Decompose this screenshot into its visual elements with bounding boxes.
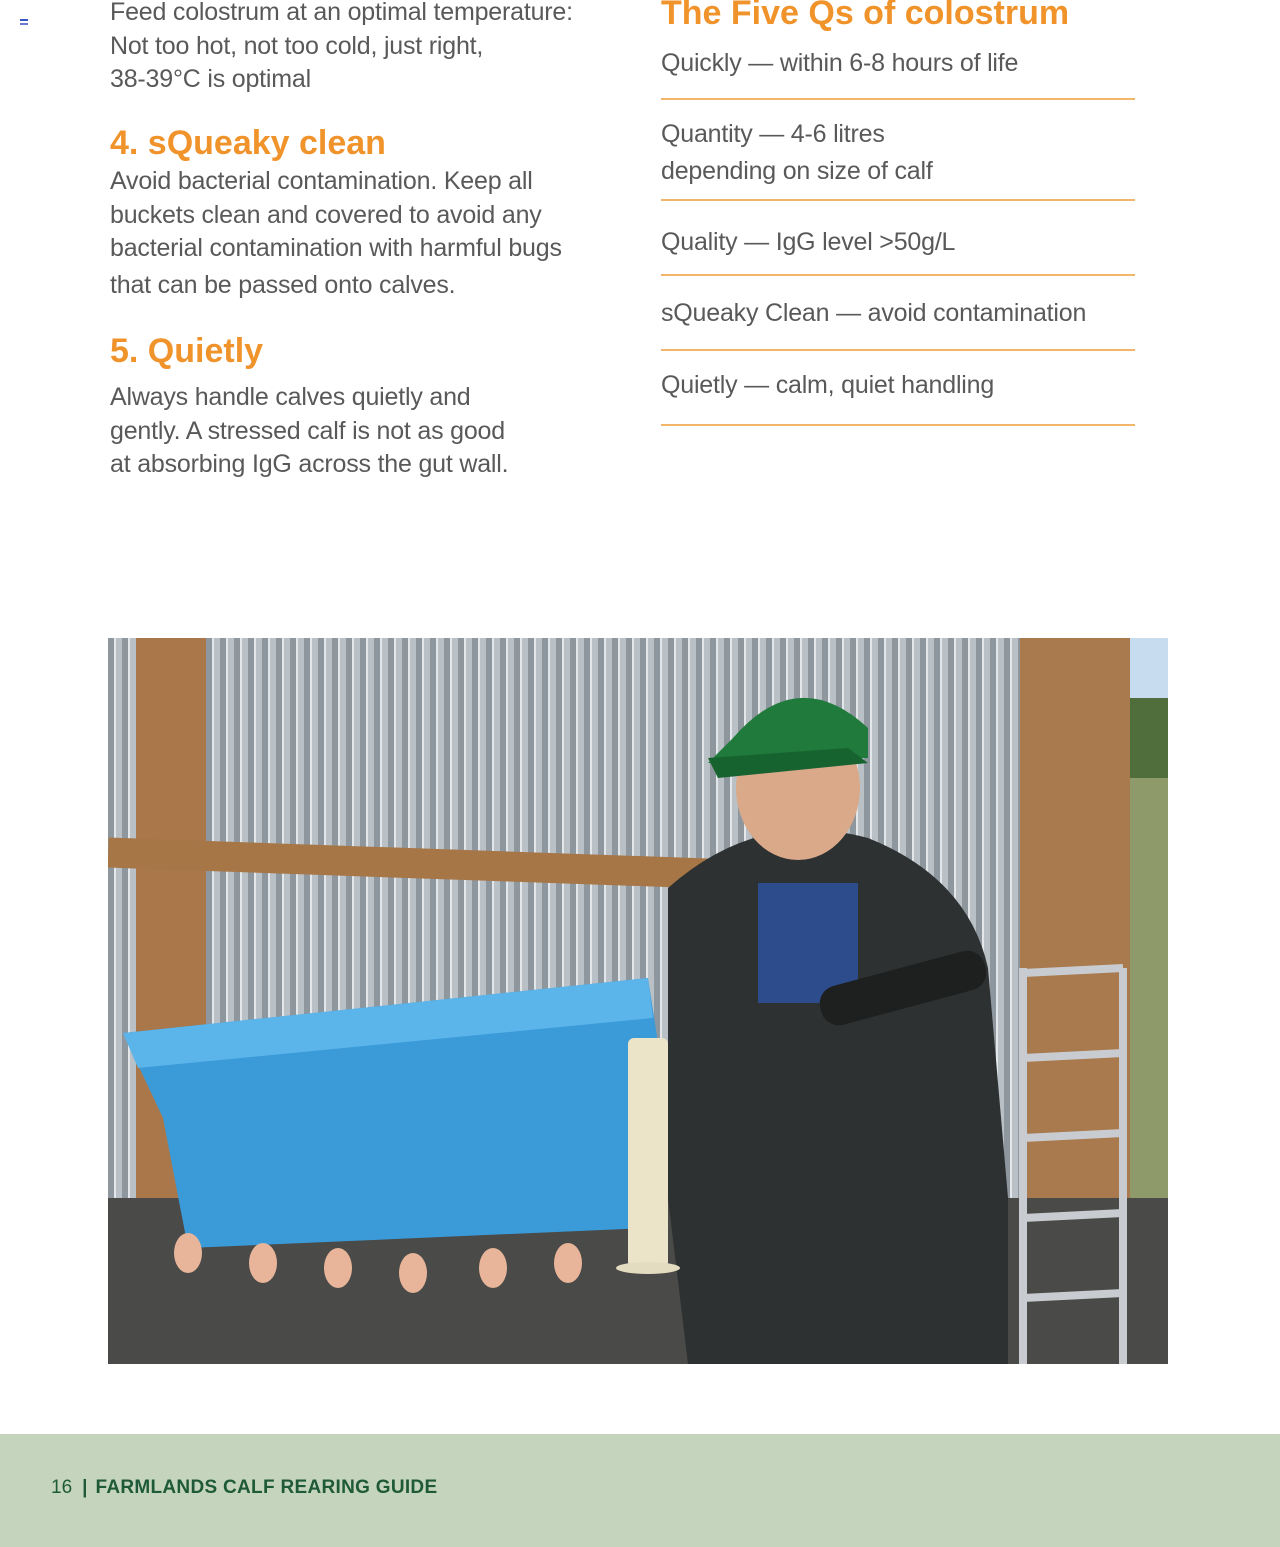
section-5-paragraph (110, 381, 508, 482)
five-qs-item-text: Quickly — within 6-8 hours of life (661, 49, 1019, 77)
section-5-heading: 5. Quietly (110, 332, 264, 370)
five-qs-item-text: depending on size of calf (661, 157, 933, 185)
five-qs-item-text: Quietly — calm, quiet handling (661, 371, 995, 399)
section-4-line: buckets clean and covered to avoid any (110, 200, 542, 229)
photo-farmer-with-colostrum-tester (108, 638, 1168, 1364)
intro-line: Not too hot, not too cold, just right, (110, 31, 484, 60)
five-qs-item-quickly (661, 45, 1135, 100)
five-qs-item-squeaky-clean (661, 295, 1135, 351)
intro-paragraph (110, 0, 573, 97)
section-4-heading: 4. sQueaky clean (110, 124, 386, 162)
five-qs-item-quietly (661, 367, 1135, 426)
section-4-line: Avoid bacterial contamination. Keep all (110, 167, 533, 195)
footer-separator: | (82, 1477, 88, 1498)
section-5-line: gently. A stressed calf is not as good (110, 416, 505, 445)
section-5-line: Always handle calves quietly and (110, 383, 471, 411)
page-number: 16 (51, 1477, 73, 1498)
cylinder-base (616, 1262, 680, 1274)
colostrum-tester-cylinder (628, 1038, 668, 1268)
section-4-line: that can be passed onto calves. (110, 270, 456, 299)
corner-mark (20, 19, 28, 25)
intro-line: Feed colostrum at an optimal temperature: (110, 0, 573, 26)
section-5-line: at absorbing IgG across the gut wall. (110, 450, 509, 478)
five-qs-title: The Five Qs of colostrum (661, 0, 1070, 32)
five-qs-item-text: sQueaky Clean — avoid contamination (661, 299, 1087, 327)
guide-title: FARMLANDS CALF REARING GUIDE (95, 1477, 438, 1498)
five-qs-item-quality (661, 224, 1135, 276)
footer-label (51, 1477, 437, 1499)
five-qs-item-text: Quantity — 4-6 litres (661, 120, 885, 148)
five-qs-item-text: Quality — IgG level >50g/L (661, 228, 956, 256)
photo-illustration (108, 638, 1168, 1364)
section-4-paragraph (110, 165, 562, 302)
five-qs-item-quantity (661, 116, 1135, 201)
section-4-line: bacterial contamination with harmful bugs (110, 234, 562, 262)
intro-line: 38-39°C is optimal (110, 65, 311, 93)
distant-trees (1128, 698, 1168, 778)
